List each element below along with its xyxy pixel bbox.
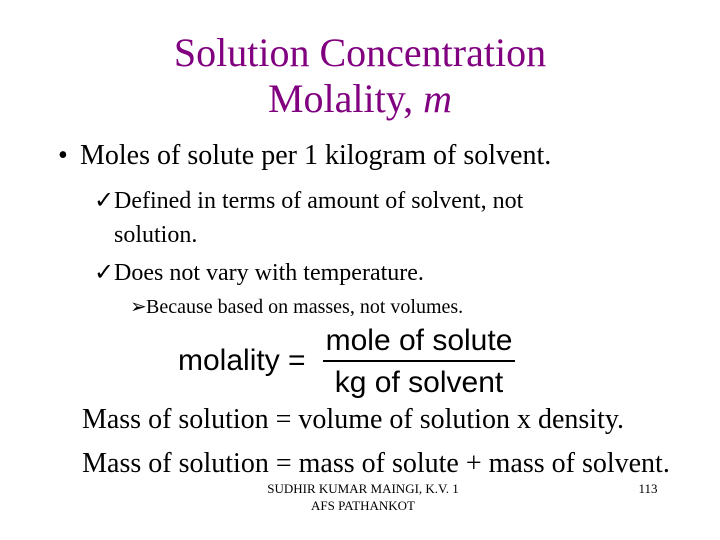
footer-author-line-2: AFS PATHANKOT (311, 498, 415, 513)
title-line-1: Solution Concentration (173, 30, 547, 75)
sub-bullet-text: Because based on masses, not volumes. (146, 296, 464, 318)
mass-density-line: Mass of solution = volume of solution x density. (81, 404, 625, 435)
check-item-1-text: Defined in terms of amount of solvent, not (114, 188, 524, 214)
mass-sum-line: Mass of solution = mass of solute + mass of solvent. (82, 448, 670, 479)
checkmark-icon: ✓ (94, 188, 115, 214)
footer-author-line-1: SUDHIR KUMAR MAINGI, K.V. 1 (267, 481, 459, 496)
molality-symbol: m (423, 76, 453, 121)
sub-bullet (130, 292, 463, 322)
check-item-1 (94, 184, 523, 218)
slide-title (0, 30, 720, 122)
checkmark-icon: ✓ (94, 260, 115, 286)
page-number: 113 (638, 481, 658, 496)
formula-denominator: kg of solvent (334, 366, 504, 399)
footer-author (238, 480, 488, 514)
title-line-2 (0, 76, 720, 122)
bullet-icon: • (58, 140, 68, 171)
check-item-2 (94, 256, 424, 290)
main-bullet (58, 140, 551, 172)
formula-lhs: molality = (178, 344, 306, 377)
main-bullet-text: Moles of solute per 1 kilogram of solvent. (80, 140, 552, 171)
title-line-2-text: Molality, (267, 76, 424, 121)
check-item-2-text: Does not vary with temperature. (114, 260, 424, 286)
molality-formula (178, 323, 520, 401)
formula-numerator: mole of solute (325, 324, 513, 357)
check-item-1-continued: solution. (114, 222, 198, 248)
formula-fraction (323, 323, 515, 401)
fraction-bar (323, 360, 515, 362)
arrow-bullet-icon: ➢ (130, 296, 147, 318)
